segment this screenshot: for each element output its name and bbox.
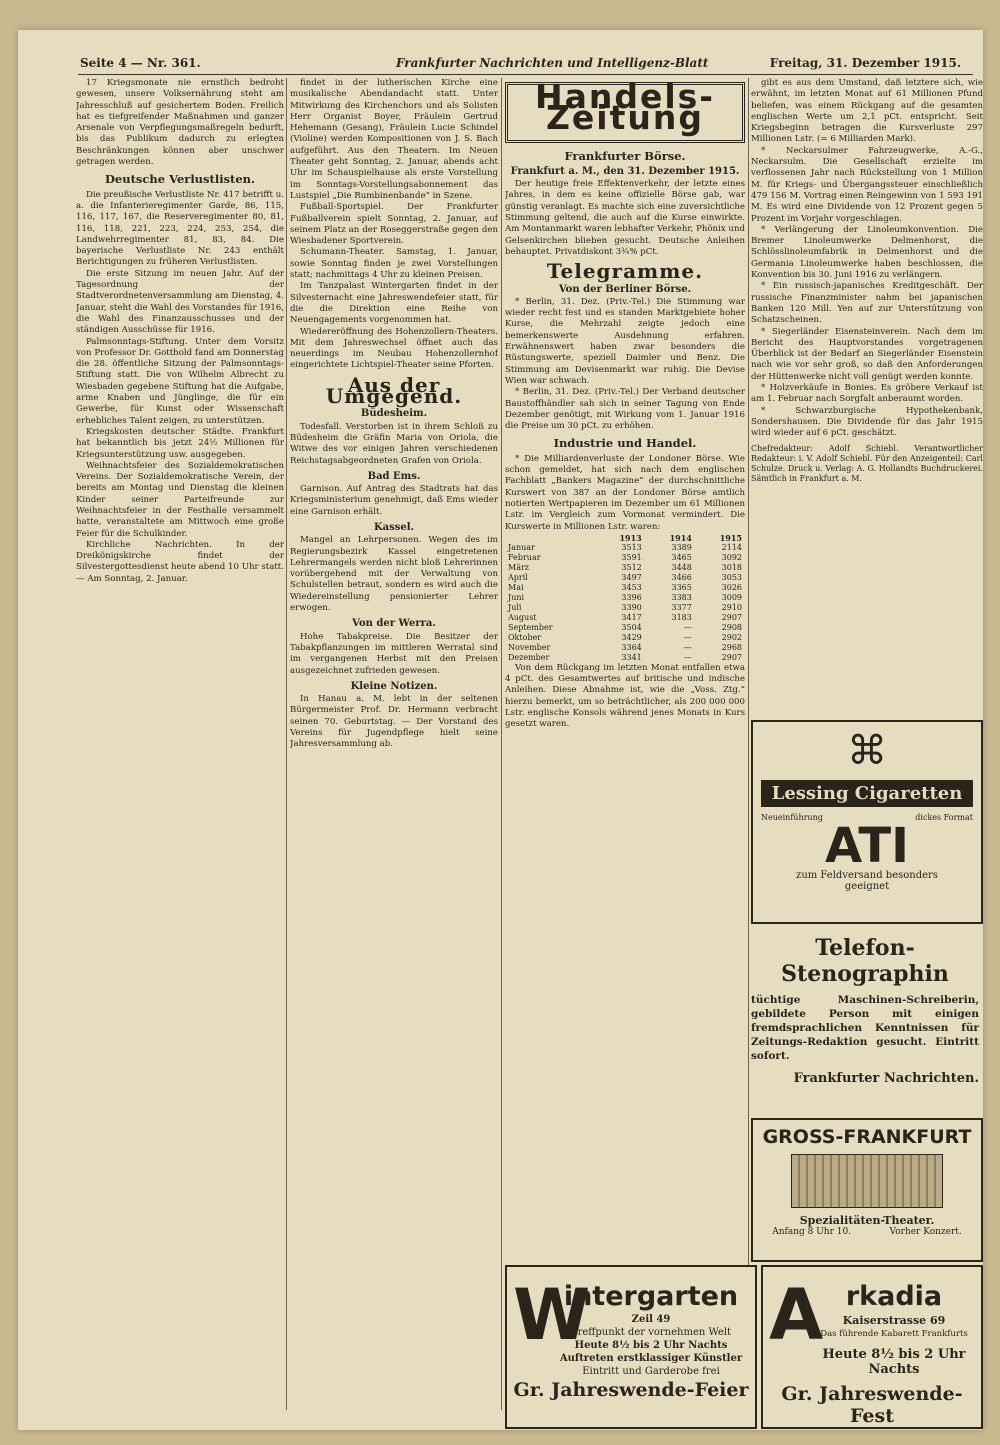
heading-industrie: Industrie und Handel. [553,436,697,451]
value-cell: 3383 [671,592,692,602]
article-text: 17 Kriegsmonate nie ernstlich bedroht gewesen, unsere Volksernährung steht am Jahresschluß auf gesichertem Boden. Freilich hat es tiefgreifender Maßnahmen und ganzer Arsenale von Verpflegungsmaßregeln bedurft, bis das Publikum dadurch zu erlegten Beschränkungen können aber unschwer getragen werden. [76,78,284,168]
table-row [505,603,745,613]
table-row [505,653,745,663]
lessing-label-right: dickes Format [915,813,973,822]
month-cell: Juni [508,592,525,602]
masthead-rule [78,74,973,75]
value-cell: 3364 [621,642,642,652]
gf-start: Anfang 8 Uhr 10. [772,1227,852,1237]
section-title: Handels-Zeitung [534,78,716,138]
article-text: Palmsonntags-Stiftung. Unter dem Vorsitz von Professor Dr. Gotthold fand am Donnerstag die 28. öffentliche Sitzung der Palmsonntags-Stiftung statt. Die von Wilhelm Albrecht zu Wiesbaden gegebene Stiftung hat die Aufgabe, arme Knaben und Jünglinge, die für ein Gewerbe, für Kunst oder Wissenschaft erhebliches Talent zeigen, zu unterstützen. [76,336,284,426]
month-cell: April [508,572,528,582]
table-header: 1915 [719,532,742,543]
value-cell: 3448 [671,562,692,572]
article-text: gibt es aus dem Umstand, daß letztere sich, wie erwähnt, im letzten Monat auf 61 Millionen Pfund beliefen, was einem Rückgang auf die gesamten englischen Werte um 2,1 pCt. entspricht. Seit Kriegsbeginn betragen die Kursverluste 297 Millionen Lstr. (= 6 Milliarden Mark). [751,78,983,145]
value-cell: 3497 [621,572,642,582]
article-text: * Verlängerung der Linoleumkonvention. Die Bremer Linoleumwerke Delmenhorst, die Schlösslinoleumfabrik in Delmenhorst und die Germania Linoleumwerke haben beschlossen, die Konvention bis 30. Juni 1916 zu verlängern. [751,224,983,281]
newspaper-page [18,30,983,1430]
table-row [505,563,745,573]
subheading: Von der Berliner Börse. [558,283,692,295]
article-text: Von dem Rückgang im letzten Monat entfallen etwa 4 pCt. des Gesamtwertes auf britische und indische Anleihen. Diese Abnahme ist, wie die „Voss. Ztg.“ hierzu bemerkt, um so beträchtlicher, als 200 000 000 Lstr. englische Konsols während jenes Monats in Kurs gesetzt waren. [505,662,745,730]
value-cell: 2910 [721,602,742,612]
article-text: Garnison. Auf Antrag des Stadtrats hat das Kriegsministerium genehmigt, daß Ems wieder eine Garnison erhält. [290,484,498,517]
value-cell: 3341 [621,652,642,662]
value-cell: 3018 [721,562,742,572]
wg-footer: Gr. Jahreswende-Feier [513,1379,749,1401]
issue-date: Freitag, 31. Dezember 1915. [769,56,961,70]
article-text: * Siegerländer Eisensteinverein. Nach dem im Bericht des Hauptvorstandes vorgetragenen Überblick ist der Bedarf an Siegerländer Eisenstein nach wie vor sehr groß, so daß den Anforderungen der Hüttenwerke nicht voll genügt werden konnte. [751,326,983,382]
wg-line-3: Auftreten erstklassiger Künstler [559,1353,743,1364]
value-cell: 3377 [671,602,692,612]
month-cell: Oktober [508,632,542,642]
subheading: Kleine Notizen. [350,680,438,692]
value-cell: 3465 [671,552,692,562]
month-cell: Juli [508,602,522,612]
month-cell: März [508,562,529,572]
steno-signature: Frankfurter Nachrichten. [793,1071,979,1086]
article-text: * Holzverkäufe in Bonies. Es gröbere Verkauf ist am 1. Februar nach Sorgfalt anberaumt worden. [751,383,983,405]
bottom-ads [505,1265,983,1430]
value-cell: 3183 [671,612,692,622]
article-text: Kriegskosten deutscher Städte. Frankfurt hat bekanntlich bis jetzt 24½ Millionen für Kriegsunterstützung usw. ausgegeben. [76,426,284,460]
theater-building-icon [791,1154,943,1208]
subheading: Büdesheim. [360,408,428,420]
value-cell: 2114 [721,542,742,552]
month-cell: September [508,622,553,632]
section-banner [505,78,745,143]
value-cell: 3417 [621,612,642,622]
article-text: * Neckarsulmer Fahrzeugwerke, A.-G., Neckarsulm. Die Gesellschaft erzielte im verflossenen Jahr nach Rückstellung von 1 Million M. für Kriegs- und Übergangssteuer einschließlich 479 156 M. Vortrag einen Reingewinn von 1 593 191 M. Es wird eine Dividende von 12 Prozent gegen 5 Prozent im Vorjahr vorgeschlagen. [751,145,983,224]
table-header [505,533,595,543]
value-cell: 3390 [621,602,642,612]
value-cell: 3092 [721,552,742,562]
value-cell: 2908 [721,622,742,632]
wg-title: intergarten [563,1281,739,1312]
lessing-brand: ATI [824,818,910,874]
article-text: Fußball-Sportspiel. Der Frankfurter Fußballverein spielt Sonntag, 2. Januar, auf seinem Platz an der Roseggerstraße gegen den Wiesbadener Sportverein. [290,202,498,247]
month-cell: Januar [508,542,535,552]
column-divider [748,78,749,1410]
table-row [505,633,745,643]
subheading: Bad Ems. [367,470,421,482]
ak-line-2: Heute 8½ bis 2 Uhr Nachts [822,1347,966,1377]
column-divider [501,78,502,1410]
month-cell: Dezember [508,652,550,662]
page-label: Seite 4 — Nr. 361. [80,56,201,70]
article-text: Die preußische Verlustliste Nr. 417 betrifft u. a. die Infanterieregimenter Garde, 86, 115, 116, 117, 167, die Reserveregimenter 80, 81, 116, 118, 221, 223, 224, 253, 254, die Landwehrregimenter 81, 83, 84. Die bayerische Verlustliste Nr. 243 enthält Berichtigungen zu früheren Verlustlisten. [76,189,284,268]
wintergarten-ad [505,1265,757,1429]
ak-initial: A [769,1274,824,1356]
dateline: Frankfurt a. M., den 31. Dezember 1915. [510,165,740,177]
article-text: * Schwarzburgische Hypothekenbank, Sondershausen. Die Dividende für das Jahr 1915 wird wieder auf 6 pCt. geschätzt. [751,405,983,439]
article-text: In Hanau a. M. lebt in der seltenen Bürgermeister Prof. Dr. Hermann verbracht seinen 70. Geburtstag. — Der Vorstand des Vereins für Jugendpflege hielt seine Jahresversammlung ab. [290,694,498,750]
article-text: Mangel an Lehrpersonen. Wegen des im Regierungsbezirk Kassel eingetretenen Lehrermangels werden nicht bloß Lehrerinnen vorübergehend mit der Verwaltung von Schulstellen betraut, sondern es wird auch die Wiedereinstellung pensionierter Lehrer erwogen. [290,535,498,614]
table-row [505,583,745,593]
wg-initial: W [513,1274,591,1356]
lessing-label-left: Neueinführung [761,813,823,822]
gf-subtitle: Spezialitäten-Theater. [799,1214,935,1227]
article-text: Todesfall. Verstorben ist in ihrem Schloß zu Büdesheim die Gräfin Maria von Oriola, die Witwe des vor einigen Jahren verschiedenen Reichstagsabgeordneten Grafen von Oriola. [290,421,498,466]
value-cell: — [683,622,692,632]
article-text: Schumann-Theater. Samstag, 1. Januar, sowie Sonntag finden je zwei Vorstellungen statt; nachmittags 4 Uhr zu kleinen Preisen. [290,247,498,281]
wg-address: Zeil 49 [631,1314,671,1325]
article-text: Im Tanzpalast Wintergarten findet in der Silvesternacht eine Jahreswendefeier statt, für die die Direktion eine Reihe von Neuengagements vorgenommen hat. [290,281,498,326]
ak-address: Kaiserstrasse 69 [842,1314,946,1327]
value-cell: 3466 [671,572,692,582]
article-text: Die erste Sitzung im neuen Jahr. Auf der Tagesordnung der Stadtverordnetenversammlung am Dienstag, 4. Januar, steht die Wahl des Vorstandes für 1916, die Wahl des Finanzausschusses und der ständigen Ausschüsse für 1916. [76,268,284,336]
ak-title: rkadia [845,1281,943,1312]
value-cell: 3591 [621,552,642,562]
lessing-emblem-icon: ⌘ [847,728,887,774]
wg-line-4: Eintritt und Garderobe frei [582,1366,720,1377]
table-row [505,643,745,653]
arkadia-ad [761,1265,983,1429]
wg-line-1: Treffpunkt der vornehmen Welt [570,1327,732,1338]
value-cell: 3009 [721,592,742,602]
value-cell: 2907 [721,652,742,662]
article-text: Hohe Tabakpreise. Die Besitzer der Tabakpflanzungen im mittleren Werratal sind im vergangenen Herbst mit den Preisen ausgezeichnet zufrieden gewesen. [290,631,498,676]
lessing-title: Lessing Cigaretten [761,780,973,807]
ak-footer: Gr. Jahreswende-Fest [781,1383,963,1427]
value-cell: — [683,652,692,662]
value-cell: 3504 [621,622,642,632]
month-cell: August [508,612,537,622]
steno-title: Telefon-Stenographin [781,935,949,987]
article-text: Weihnachtsfeier des Sozialdemokratischen Vereins. Der Sozialdemokratische Verein, der bereits am Montag und Dienstag die kleinen Kinder seiner Parteifreunde zur Weihnachtsfeier in der Festhalle versammelt hatte, veranstaltete am Mittwoch eine große Feier für die Schulkinder. [76,460,284,539]
month-cell: November [508,642,551,652]
imprint: Chefredakteur: Adolf Schiebl. Verantwortlicher Redakteur: i. V. Adolf Schiebl. Für den Anzeigenteil: Carl Schulze. Druck u. Verlag: A. G. Hollandts Buchdruckerei. Sämtlich in Frankfurt a. M. [751,443,983,483]
heading-boerse: Frankfurter Börse. [564,148,686,163]
kurswert-table [505,533,745,663]
article-text: * Ein russisch-japanisches Kreditgeschäft. Der russische Finanzminister nahm bei japanischen Banken 120 Mill. Yen auf zur Unterstützung von Schatzscheinen. [751,281,983,326]
value-cell: — [683,642,692,652]
value-cell: 3026 [721,582,742,592]
table-row [505,593,745,603]
heading-telegramme: Telegramme. [546,259,704,284]
column-divider [286,78,287,1410]
lessing-ad [751,720,983,924]
table-header: 1913 [619,532,642,543]
gf-title: GROSS-FRANKFURT [762,1126,972,1148]
table-row [505,553,745,563]
heading-umgegend: Aus der Umgegend. [325,372,463,409]
value-cell: 3396 [621,592,642,602]
value-cell: 3053 [721,572,742,582]
gross-frankfurt-ad [751,1118,983,1262]
month-cell: Mai [508,582,524,592]
table-row [505,573,745,583]
ak-line-1: Das führende Kabarett Frankfurts [820,1329,968,1339]
wg-line-2: Heute 8½ bis 2 Uhr Nachts [574,1340,728,1351]
gf-extra: Vorher Konzert. [889,1227,962,1237]
table-row [505,613,745,623]
column-3 [505,78,745,1430]
article-text: * Berlin, 31. Dez. (Priv.-Tel.) Der Verband deutscher Baustoffhändler sah sich in seiner Tagung von Ende Dezember genötigt, mit Wirkung vom 1. Januar 1916 die Preise um 30 pCt. zu erhöhen. [505,387,745,432]
month-cell: Februar [508,552,541,562]
value-cell: 2968 [721,642,742,652]
subheading: Von der Werra. [352,618,436,630]
table-header: 1914 [669,532,692,543]
value-cell: 3513 [621,542,642,552]
value-cell: 2902 [721,632,742,642]
steno-ad [751,935,979,1105]
column-1 [76,78,284,1408]
masthead [18,52,983,74]
paper-name: Frankfurter Nachrichten und Intelligenz-Blatt [396,56,709,70]
article-text: Kirchliche Nachrichten. In der Dreikönigskirche findet der Silvestergottesdienst heute abend 10 Uhr statt. — Am Sonntag, 2. Januar. [76,539,284,584]
value-cell: — [683,632,692,642]
table-row [505,623,745,633]
value-cell: 3365 [671,582,692,592]
column-4 [751,78,983,484]
value-cell: 3453 [621,582,642,592]
gf-times [753,1227,981,1237]
value-cell: 3429 [621,632,642,642]
article-text: * Die Milliardenverluste der Londoner Börse. Wie schon gemeldet, hat sich nach dem englischen Fachblatt „Bankers Magazine“ der durchschnittliche Kurswert von 387 an der Londoner Börse amtlich notierten Wertpapieren im Dezember um 61 Millionen Lstr. im Vergleich zum Vormonat vermindert. Die Kurswerte in Millionen Lstr. waren: [505,453,745,532]
table-row [505,543,745,553]
subheading: Kassel. [373,521,415,533]
steno-body: tüchtige Maschinen-Schreiberin, gebildete Person mit einigen fremdsprachlichen Kenntnissen für Zeitungs-Redaktion gesucht. Eintritt sofort. [751,994,979,1062]
article-text: Wiedereröffnung des Hohenzollern-Theaters. Mit dem Jahreswechsel öffnet auch das neuerdings im Neubau Hohenzollernhof eingerichtete Lichtspiel-Theater seine Pforten. [290,326,498,371]
lessing-tagline: zum Feldversand besonders geeignet [796,870,938,892]
column-2 [290,78,498,1408]
article-text: * Berlin, 31. Dez. (Priv.-Tel.) Die Stimmung war wieder recht fest und es standen Marktgebiete hoher Kurse, die Mehrzahl zeigte jedoch eine bemerkenswerte Ausdehnung erfahren. Erwähnenswert haben zwar besonders die Rüstungswerte, speziell Daimler und Benz. Die Stimmung am Devisenmarkt war ruhig. Die Devise Wien war schwach. [505,296,745,386]
heading-verlustlisten: Deutsche Verlustlisten. [104,172,256,187]
value-cell: 3512 [621,562,642,572]
article-text: Der heutige freie Effektenverkehr, der letzte eines Jahres, in dem es keine offizielle Börse gab, war günstig veranlagt. Es machte sich eine zuversichtliche Stimmung geltend, die auch auf die Kurse einwirkte. Am Montanmarkt waren lebhafter Verkehr, Phönix und Gelsenkirchen blieben gesucht. Deutsche Anleihen behauptet. Privatdiskont 3¾% pCt. [505,179,745,257]
value-cell: 3389 [671,542,692,552]
article-text: findet in der lutherischen Kirche eine musikalische Abendandacht statt. Unter Mitwirkung des Kirchenchors und als Solisten Herr Organist Boyer, Fräulein Gertrud Hehemann (Gesang), Fräulein Lucie Schindel (Violine) werden Kompositionen von J. S. Bach aufgeführt. Aus den Theatern. Im Neuen Theater geht Sonntag, 2. Januar, abends acht Uhr im Schauspielhause als erste Vorstellung im Sonntags-Vorstellungsabonnement das Lustspiel „Die Rumbinenbande“ in Szene. [290,78,498,201]
value-cell: 2907 [721,612,742,622]
